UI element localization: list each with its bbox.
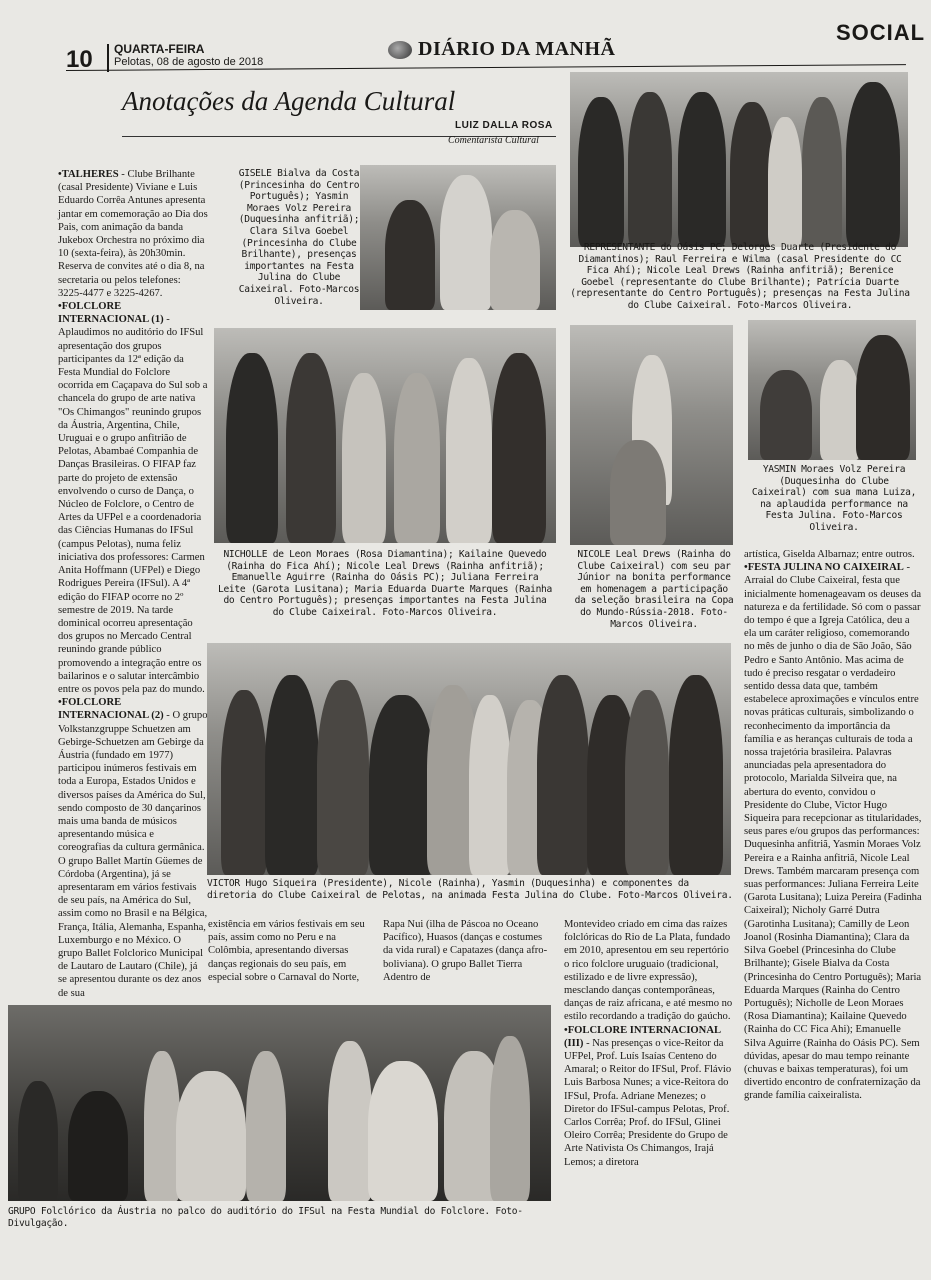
note-lautaro: existência em vários festivais em seu país, assim como no Peru e na Colômbia, apresentando diversas danças regionais do seu país, em especial sobre o Carnaval do Norte, — [208, 919, 365, 983]
note-festa-julina: - Arraial do Clube Caixeiral, festa que inicialmente homenageavam os deuses da natureza e da fertilidade. Só com o passar do tempo é que a Igreja Católica, deu a ela um caráter religioso, comemorando no mês de junho o dia de São João, São Pedro e Santo Antônio. Mas acima de tudo é preciso resgatar o verdadeiro sentido dessa data que, também estabelece aproximações e vínculos entre novas práticas culturais, simbolizando o reconhecimento da importância da família e as heranças culturais de toda a nossa trajetória brasileira. Palavras anunciadas pela apresentadora do protocolo, Marialda Silveira que, na abertura do evento, convidou o Presidente do Clube, Victor Hugo Siqueira para recepcionar as titularidades, seus pares e/ou grupos das performances: Duquesinha anfitriã, Yasmin Moraes Volz Pereira e a Rainha anfitriã, Nicole Leal Drews. Também marcaram presença com suas performances: Juliana Ferreira Leite (Garota Lusitana); Luiza Pereira (Fadinha Caixeiral); Nicholy Garré Dutra (Garotinha Lusitana); Camilly de Leon Joanol (Rosinha Diamantina); Clara da Silva Goebel (Princesinha do Clube Brilhante); Gisele Bialva da Costa (Princesinha do Centro Português); Maria Eduarda Marques (Rainha do Centro Português); Nicholle de Leon Moraes (Rosa Diamantina); Kailaine Quevedo (Rainha do CC Fica Ahi); Emanuelle Silva Aguirre (Rainha do Oásis PC). Sem dúvidas, apesar do mau tempo reinante (chuvas e baixas temperaturas), foi um divertido encontro de confraternização da grande família caixeiralista. — [744, 562, 922, 1102]
caption-grupo: GRUPO Folclórico da Áustria no palco do auditório do IFSul na Festa Mundial do Folclore. Foto-Divulgação. — [8, 1206, 523, 1229]
header-divider — [107, 44, 109, 72]
photo-diretoria — [207, 643, 731, 875]
note-rapa-nui: Rapa Nui (ilha de Páscoa no Oceano Pacífico), Huasos (danças e costumes da vida rural) e Capatazes (dança afro-boliviana). O grupo Ballet Tierra Adentro de — [383, 919, 548, 983]
article-title: Anotações da Agenda Cultural — [122, 86, 456, 116]
note-folclore-1: - Aplaudimos no auditório do IFSul apresentação dos grupos participantes da 12ª edição da Festa Mundial do Folclore ocorrida em Caçapava do Sul sob a chancela do grupo de arte nativa "Os Chimangos" reunindo grupos da Áustria, Argentina, Chile, Uruguai e o grupo anfitrião de Pelotas, Abambaé Companhia de Danças Brasileiras. O FIFAP faz parte do projeto de extensão envolvendo o curso de Dança, o Núcleo de Folclore, o Centro de Artes da UFPel e a coordenadoria das Ciências Humanas do IFSul (campus Pelotas), numa feliz iniciativa dos professores: Carmen Anita Hoffmann (UFPel) e Diego Rodrigues Pereira (IFSul). A 4ª edição do FIFAP ocorre no 2º semestre de 2019. Na tarde dominical ocorreu apresentação dos grupos no Mercado Central reunindo grande público promovendo a integração entre os bailarinos e o salutar intercâmbio entre os povos pela paz do mundo. — [58, 314, 208, 695]
note-montevideo: Montevideo criado em cima das raízes folclóricas do Rio de La Plata, fundado em 2010, apresentou em seu repertório o rico folclore uruguaio (tradicional, estilizado e de livre expressão), mesclando danças contemporâneas, danças de raiz africana, e até mesmo no estilo recordando a tradição do gaúcho. — [564, 919, 733, 1023]
section-name: SOCIAL — [836, 20, 926, 45]
note-heading-festa-julina: •FESTA JULINA NO CAIXEIRAL — [744, 562, 904, 574]
newspaper-name: DIÁRIO DA MANHÃ — [418, 38, 616, 60]
photo-nicole-performance — [570, 325, 733, 545]
caption-nicholle: NICHOLLE de Leon Moraes (Rosa Diamantina); Kailaine Quevedo (Rainha do Fica Ahí); Nicole Leal Drews (Rainha anfitriã); Emanuelle Aguirre (Rainha do Oásis PC); Juliana Ferreira Leite (Garota Lusitana); Maria Eduarda Duarte Marques (Rainha do Centro Português); presenças importantes na Festa Julina do Clube Caixeiral. Foto-Marcos Oliveira. — [217, 549, 553, 618]
photo-representantes — [570, 72, 908, 247]
caption-nicole: NICOLE Leal Drews (Rainha do Clube Caixeiral) com seu par Júnior na bonita performance em homenagem a participação da seleção brasileira na Copa do Mundo-Rússia-2018. Foto-Marcos Oliveira. — [574, 549, 734, 630]
page-number: 10 — [66, 46, 93, 73]
text-column-4 — [564, 918, 736, 1234]
note-talheres: - Clube Brilhante (casal Presidente) Viviane e Luis Eduardo Corrêa Antunes apresenta jantar em comemoração ao Dia dos Pais, com animação da banda Jukebox Orchestra no próximo dia 10 (sexta-feira), às 20h30min. Reserva de convites até o dia 8, na secretaria ou pelos telefones: 3225-4477 e 3225-4267. — [58, 169, 208, 299]
note-heading-folclore-2: •FOLCLORE INTERNACIONAL (2) — [58, 697, 164, 722]
header-date: Pelotas, 08 de agosto de 2018 — [114, 56, 264, 68]
header-weekday: QUARTA-FEIRA — [114, 42, 205, 56]
caption-victor: VICTOR Hugo Siqueira (Presidente), Nicole (Rainha), Yasmin (Duquesinha) e componentes da diretoria do Clube Caixeiral de Pelotas, na animada Festa Julina do Clube. Foto-Marcos Oliveira. — [207, 878, 733, 901]
masthead — [388, 38, 616, 61]
globe-icon — [388, 41, 412, 59]
photo-rainhas — [214, 328, 556, 543]
photo-grupo-austria — [8, 1005, 551, 1201]
author-name: LUIZ DALLA ROSA — [455, 120, 553, 131]
note-folclore-3: - Nas presenças o vice-Reitor da UFPel, Prof. Luís Isaías Centeno do Amaral; o Reitor do IFSul, Prof. Flávio Luis Barbosa Nunes; a vice-Reitora do IFSul, Profa. Adriane Menezes; o Diretor do IFSul-campus Pelotas, Prof. Carlos Corrêa; Prof. do IFSul, Glinei Oleiro Corrêa; Presidente do Grupo de Arte Nativista Os Chimangos, Irajá Lemos; a diretora — [564, 1037, 732, 1168]
note-heading-folclore-3: •FOLCLORE INTERNACIONAL (III) — [564, 1024, 721, 1049]
note-heading-folclore-1: •FOLCLORE INTERNACIONAL (1) — [58, 301, 164, 326]
caption-representante: REPRESENTANTE do Oásis PC; Delorges Duarte (Presidente do Diamantinos); Raul Ferreira e Wilma (casal Presidente do CC Fica Ahí); Nicole Leal Drews (Rainha anfitriã); Berenice Goebel (representante do Clube Brilhante); Patrícia Duarte (representante do Centro Português); presenças na Festa Julina do Clube Caixeiral. Foto-Marcos Oliveira. — [570, 242, 910, 311]
text-column-2 — [208, 918, 372, 988]
note-heading-talheres: •TALHERES — [58, 169, 119, 180]
text-column-right — [744, 548, 922, 1244]
text-column-3 — [383, 918, 553, 988]
text-column-1 — [58, 168, 208, 999]
note-right-intro: artística, Giselda Albarnaz; entre outros. — [744, 549, 915, 560]
caption-gisele: GISELE Bialva da Costa (Princesinha do Centro Português); Yasmin Moraes Volz Pereira (Duquesinha anfitriã); Clara Silva Goebel (Princesinha do Clube Brilhante), presenças importantes na Festa Julina do Clube Caixeiral. Foto-Marcos Oliveira. — [238, 168, 360, 307]
caption-yasmin: YASMIN Moraes Volz Pereira (Duquesinha do Clube Caixeiral) com sua mana Luiza, na aplaudida performance na Festa Julina. Foto-Marcos Oliveira. — [751, 464, 917, 533]
author-role: Comentarista Cultural — [448, 135, 539, 146]
note-folclore-2: - O grupo Volkstanzgruppe Schuetzen am Gebirge-Schuetzen am Gebirge da Áustria (fundado em 1977) participou inúmeros festivais em toda a Europa, Estados Unidos e diversos países da América do Sul, sendo composto de 30 dançarinos mais uma banda de músicos apresentando música e coreografias da cultura germânica. O grupo Ballet Martín Güemes de Córdoba (Argentina), já se apresentaram em vários festivais de seu país, na América do Sul, assim como no Brasil e na Bélgica, França, Itália, Alemanha, Espanha, Luxemburgo e no México. O grupo Ballet Folclorico Municipal de Lautaro de Lautaro (Chile), já se apresentou durante os dez anos de sua — [58, 710, 208, 999]
photo-princesinhas — [360, 165, 556, 310]
photo-yasmin-performance — [748, 320, 916, 460]
